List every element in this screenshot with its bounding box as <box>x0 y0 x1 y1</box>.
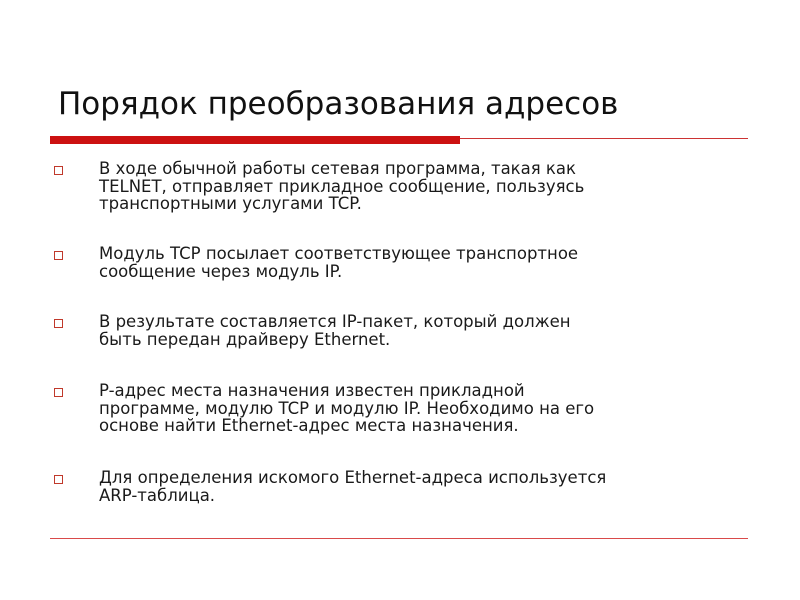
bullet-line: программе, модулю TCP и модулю IP. Необходимо на его <box>99 398 595 418</box>
bullet-text <box>99 313 749 348</box>
bullet-line: сообщение через модуль IP. <box>99 261 343 281</box>
footer-rule <box>50 538 748 539</box>
slide-title: Порядок преобразования адресов <box>58 86 619 122</box>
bullet-text <box>99 382 749 435</box>
bullet-line: ARP-таблица. <box>99 485 216 505</box>
bullet-text <box>99 245 749 280</box>
bullet-line: В результате составляется IP-пакет, который должен <box>99 312 571 331</box>
bullet-line: быть передан драйверу Ethernet. <box>99 329 391 349</box>
bullet-line: основе найти Ethernet-адрес места назначения. <box>99 416 519 435</box>
square-bullet-icon <box>54 319 63 328</box>
bullet-line: TELNET, отправляет прикладное сообщение, пользуясь <box>99 176 585 196</box>
square-bullet-icon <box>54 388 63 397</box>
bullet-text <box>99 160 749 213</box>
bullet-line: транспортными услугами TCP. <box>99 194 362 213</box>
square-bullet-icon <box>54 475 63 484</box>
bullet-line: Модуль TCP посылает соответствующее транспортное <box>99 244 579 263</box>
bullet-line: Для определения искомого Ethernet-адреса используется <box>99 468 607 487</box>
square-bullet-icon <box>54 251 63 260</box>
square-bullet-icon <box>54 166 63 175</box>
bullet-line: В ходе обычной работы сетевая программа, такая как <box>99 159 576 178</box>
bullet-line: P-адрес места назначения известен прикладной <box>99 381 525 400</box>
bullet-text <box>99 469 749 504</box>
